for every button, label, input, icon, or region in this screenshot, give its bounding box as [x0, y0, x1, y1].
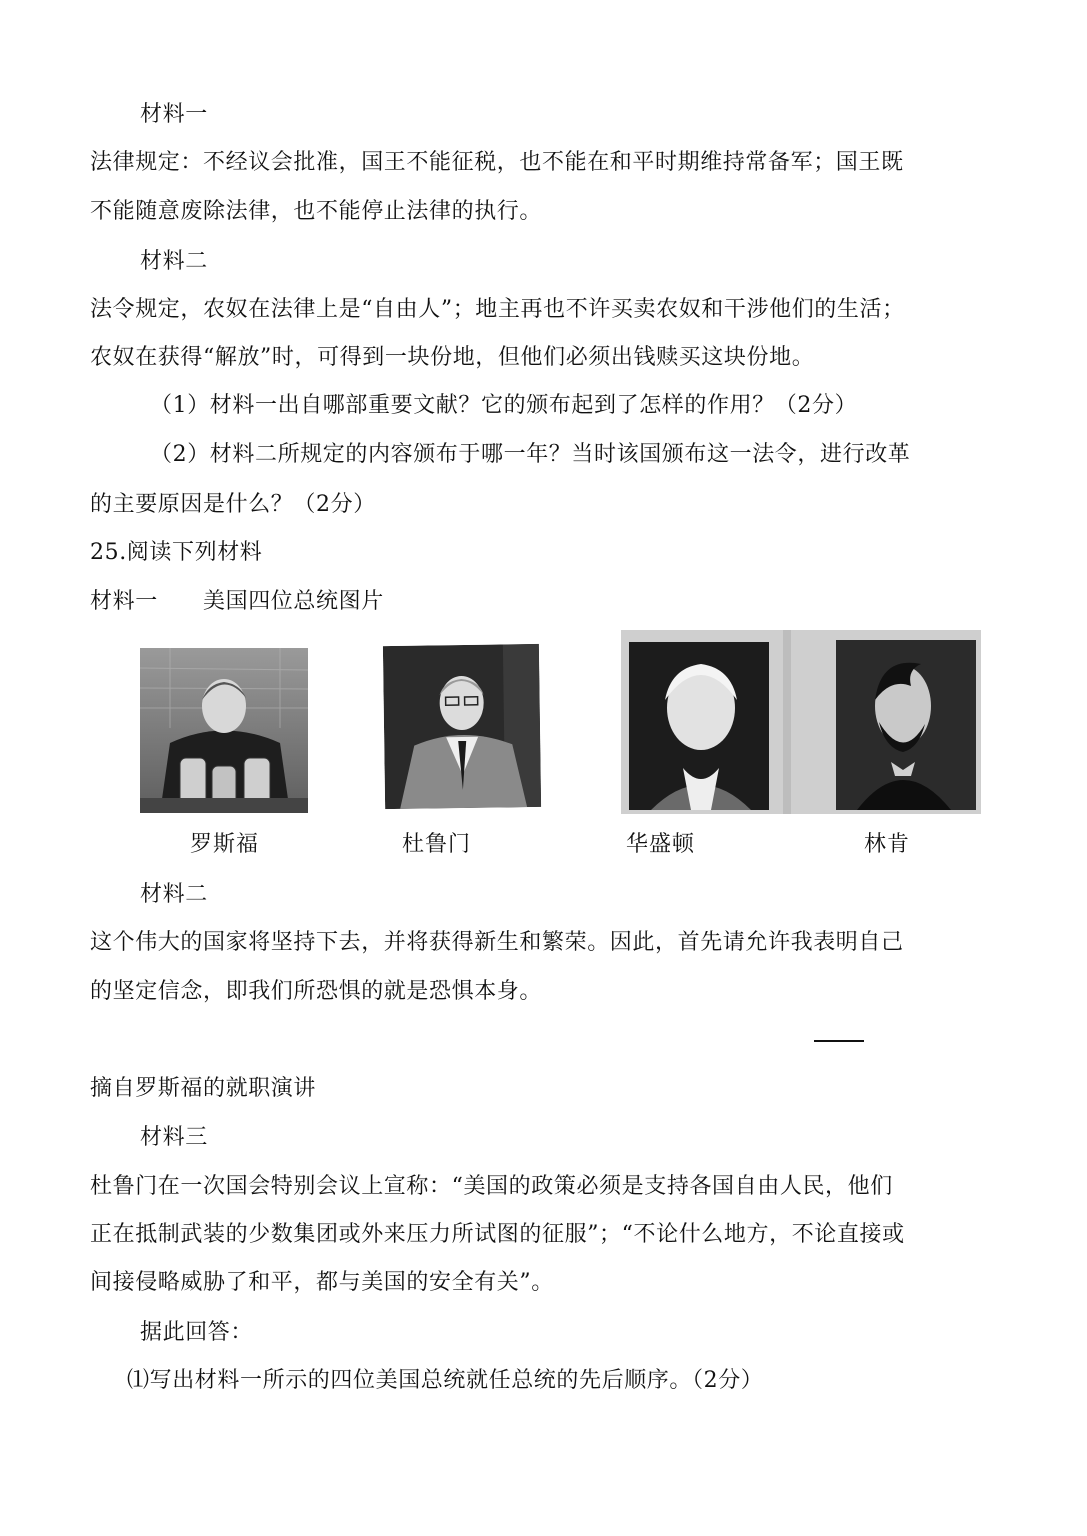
source-dash [814, 1040, 864, 1042]
q25-material3-line2: 正在抵制武装的少数集团或外来压力所试图的征服”；“不论什么地方，不论直接或 [90, 1222, 905, 1247]
q25-material2-line2: 的坚定信念，即我们所恐惧的就是恐惧本身。 [90, 979, 543, 1004]
q25-material3-heading: 材料三 [140, 1125, 208, 1150]
washington-lincoln-photo [621, 630, 981, 814]
q24-question2-line2: 的主要原因是什么？（2分） [90, 492, 376, 517]
q24-material2-line2: 农奴在获得“解放”时，可得到一块份地，但他们必须出钱赎买这块份地。 [90, 345, 815, 370]
caption-lincoln: 林肯 [864, 832, 911, 857]
q24-question2-line1: （2）材料二所规定的内容颁布于哪一年？当时该国颁布这一法令，进行改革 [150, 442, 911, 467]
q25-material3-line1: 杜鲁门在一次国会特别会议上宣称：“美国的政策必须是支持各国自由人民，他们 [90, 1174, 893, 1199]
q25-title: 25.阅读下列材料 [90, 540, 263, 565]
q24-material2-line1: 法令规定，农奴在法律上是“自由人”；地主再也不许买卖农奴和干涉他们的生活； [90, 297, 905, 322]
q25-material2-source: 摘自罗斯福的就职演讲 [90, 1076, 317, 1101]
truman-photo [383, 644, 541, 809]
q25-material3-line3: 间接侵略威胁了和平，都与美国的安全有关”。 [90, 1270, 554, 1295]
caption-washington: 华盛顿 [626, 832, 696, 857]
q25-material2-line1: 这个伟大的国家将坚持下去，并将获得新生和繁荣。因此，首先请允许我表明自己 [90, 930, 904, 955]
q25-material2-heading: 材料二 [140, 882, 208, 907]
q24-material1-line2: 不能随意废除法律，也不能停止法律的执行。 [90, 199, 543, 224]
q25-answer-prompt: 据此回答： [140, 1320, 254, 1345]
q24-material2-heading: 材料二 [140, 249, 208, 274]
roosevelt-photo [140, 648, 308, 813]
q24-material1-heading: 材料一 [140, 102, 208, 127]
caption-roosevelt: 罗斯福 [190, 832, 260, 857]
q24-question1: （1）材料一出自哪部重要文献？它的颁布起到了怎样的作用？（2分） [150, 393, 858, 418]
q25-material1-heading: 材料一 美国四位总统图片 [90, 589, 384, 614]
caption-truman: 杜鲁门 [402, 832, 472, 857]
q25-question1: ⑴写出材料一所示的四位美国总统就任总统的先后顺序。（2分） [127, 1368, 764, 1393]
q24-material1-line1: 法律规定：不经议会批准，国王不能征税，也不能在和平时期维持常备军；国王既 [90, 150, 904, 175]
